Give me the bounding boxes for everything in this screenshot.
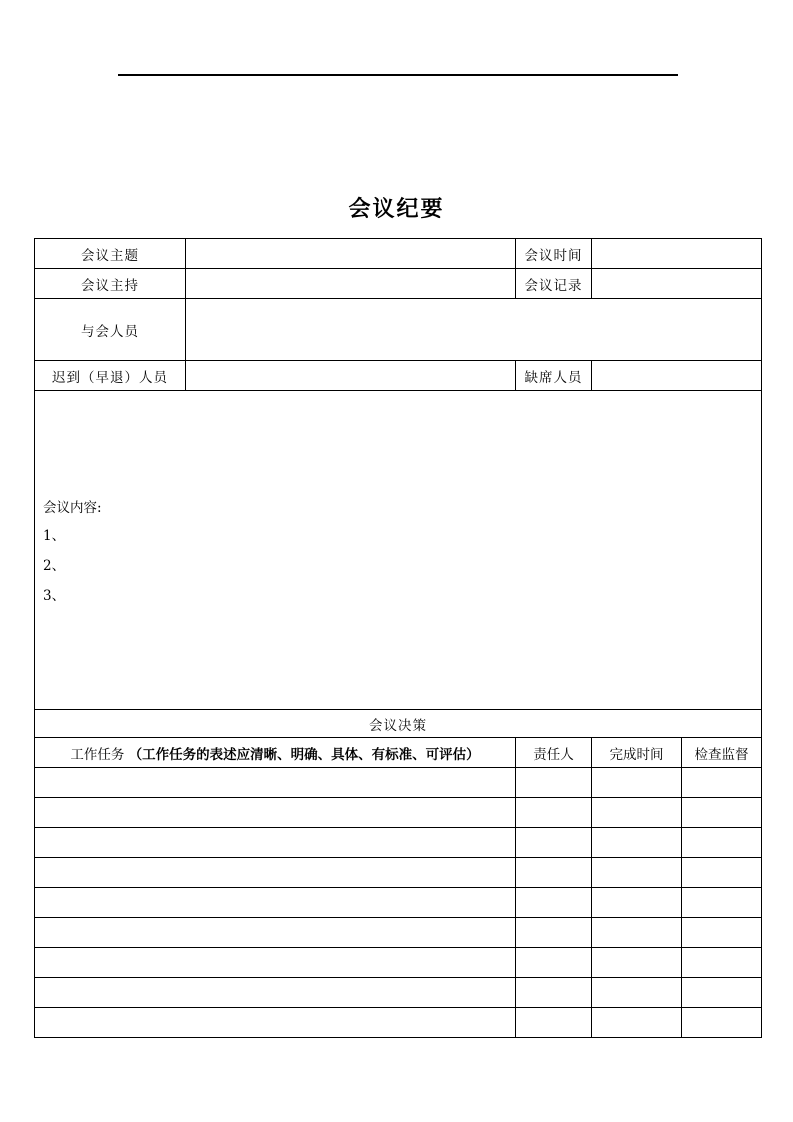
- meeting-content-title: 会议内容:: [43, 500, 102, 516]
- cell-task[interactable]: [35, 888, 516, 918]
- table-row-host: [35, 269, 762, 299]
- field-meeting-host[interactable]: [186, 269, 516, 299]
- label-meeting-recorder: 会议记录: [516, 269, 592, 299]
- column-header-owner: 责任人: [516, 738, 592, 768]
- field-late-leave-early[interactable]: [186, 361, 516, 391]
- cell-supervision[interactable]: [682, 888, 762, 918]
- cell-task[interactable]: [35, 798, 516, 828]
- table-row: [35, 858, 762, 888]
- cell-supervision[interactable]: [682, 1008, 762, 1038]
- table-row-decision-header: [35, 710, 762, 738]
- label-attendees: 与会人员: [35, 299, 186, 361]
- table-row-meeting-content: [35, 391, 762, 710]
- table-row-attendees: [35, 299, 762, 361]
- section-header-decision: 会议决策: [35, 710, 762, 738]
- column-header-task-plain: 工作任务: [70, 746, 125, 763]
- table-row: [35, 768, 762, 798]
- table-row: [35, 1008, 762, 1038]
- meeting-minutes-table: [34, 238, 762, 1038]
- cell-due-date[interactable]: [592, 828, 682, 858]
- field-meeting-time[interactable]: [592, 239, 762, 269]
- cell-due-date[interactable]: [592, 858, 682, 888]
- cell-due-date[interactable]: [592, 978, 682, 1008]
- cell-supervision[interactable]: [682, 918, 762, 948]
- table-row: [35, 888, 762, 918]
- column-header-task-note: （工作任务的表述应清晰、明确、具体、有标准、可评估）: [128, 746, 480, 763]
- cell-supervision[interactable]: [682, 828, 762, 858]
- field-absentees[interactable]: [592, 361, 762, 391]
- cell-due-date[interactable]: [592, 948, 682, 978]
- label-meeting-subject: 会议主题: [35, 239, 186, 269]
- cell-owner[interactable]: [516, 1008, 592, 1038]
- field-meeting-recorder[interactable]: [592, 269, 762, 299]
- table-row: [35, 828, 762, 858]
- table-row: [35, 798, 762, 828]
- cell-owner[interactable]: [516, 858, 592, 888]
- cell-owner[interactable]: [516, 798, 592, 828]
- cell-task[interactable]: [35, 978, 516, 1008]
- cell-supervision[interactable]: [682, 798, 762, 828]
- cell-owner[interactable]: [516, 828, 592, 858]
- cell-due-date[interactable]: [592, 1008, 682, 1038]
- cell-due-date[interactable]: [592, 888, 682, 918]
- cell-supervision[interactable]: [682, 858, 762, 888]
- table-row-subject: [35, 239, 762, 269]
- column-header-due-date: 完成时间: [592, 738, 682, 768]
- page-header-rule: [118, 74, 678, 76]
- cell-task[interactable]: [35, 1008, 516, 1038]
- cell-supervision[interactable]: [682, 948, 762, 978]
- cell-owner[interactable]: [516, 768, 592, 798]
- label-late-leave-early: 迟到（早退）人员: [35, 361, 186, 391]
- meeting-content-item-1: 1、: [43, 528, 66, 544]
- cell-owner[interactable]: [516, 948, 592, 978]
- cell-task[interactable]: [35, 918, 516, 948]
- meeting-content-item-2: 2、: [43, 558, 66, 574]
- cell-task[interactable]: [35, 768, 516, 798]
- cell-task[interactable]: [35, 948, 516, 978]
- label-meeting-time: 会议时间: [516, 239, 592, 269]
- cell-due-date[interactable]: [592, 798, 682, 828]
- meeting-content-item-3: 3、: [43, 588, 66, 604]
- page-title: 会议纪要: [348, 197, 445, 222]
- label-meeting-host: 会议主持: [35, 269, 186, 299]
- cell-owner[interactable]: [516, 888, 592, 918]
- cell-due-date[interactable]: [592, 768, 682, 798]
- table-row-late-absent: [35, 361, 762, 391]
- cell-supervision[interactable]: [682, 978, 762, 1008]
- table-row: [35, 978, 762, 1008]
- cell-owner[interactable]: [516, 978, 592, 1008]
- cell-supervision[interactable]: [682, 768, 762, 798]
- field-meeting-subject[interactable]: [186, 239, 516, 269]
- column-header-task: [35, 738, 516, 768]
- cell-owner[interactable]: [516, 918, 592, 948]
- cell-due-date[interactable]: [592, 918, 682, 948]
- cell-task[interactable]: [35, 828, 516, 858]
- field-attendees[interactable]: [186, 299, 762, 361]
- table-row: [35, 948, 762, 978]
- field-meeting-content[interactable]: [35, 391, 762, 710]
- table-row: [35, 918, 762, 948]
- table-row-decision-columns: [35, 738, 762, 768]
- column-header-supervision: 检查监督: [682, 738, 762, 768]
- label-absentees: 缺席人员: [516, 361, 592, 391]
- cell-task[interactable]: [35, 858, 516, 888]
